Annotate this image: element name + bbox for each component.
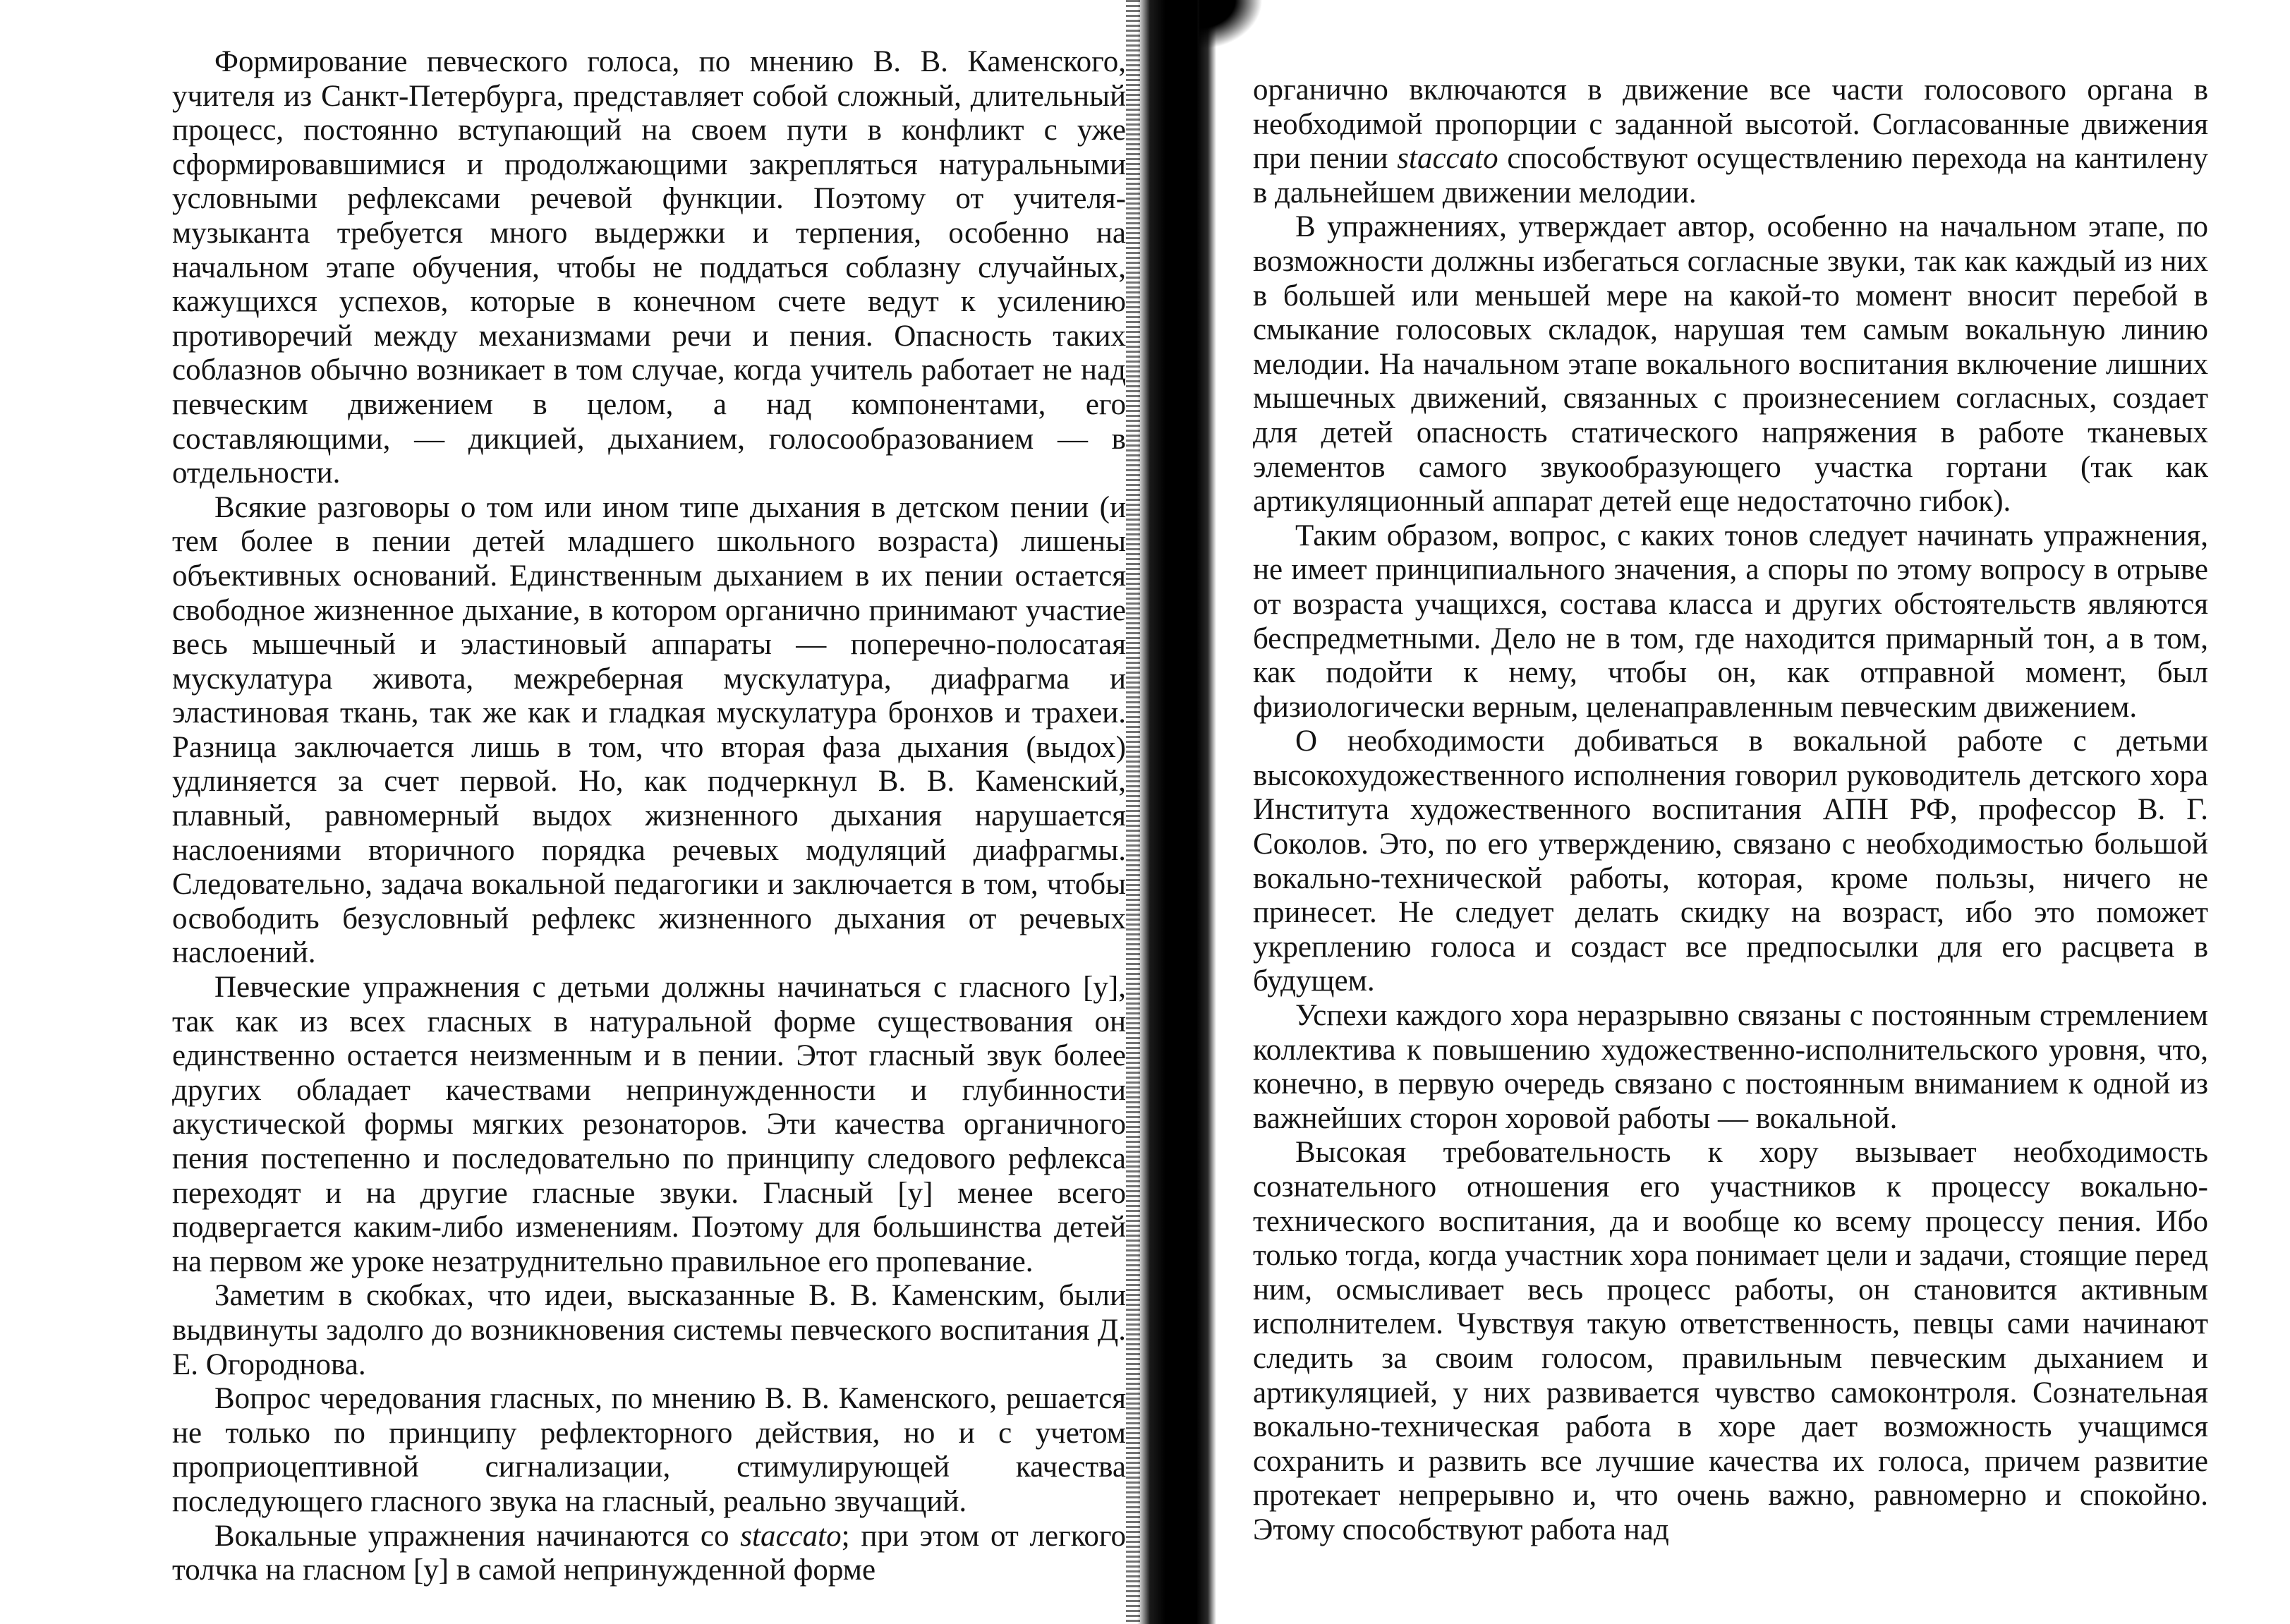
paragraph: Всякие разговоры о том или ином типе дыхания в детском пении (и тем более в пении детей младшего школьного возраста) лишены объективных оснований. Единственным дыханием в их пении остается свободное жизненное дыхание, в котором органично принимают участие весь мышечный и эластиновый аппараты — поперечно-полосатая мускулатура живота, межреберная мускулатура, диафрагма и эластиновая ткань, так же как и гладкая мускулатура бронхов и трахеи. Разница заключается лишь в том, что вторая фаза дыхания (выдох) удлиняется за счет первой. Но, как подчеркнул В. В. Каменский, плавный, равномерный выдох жизненного дыхания нарушается наслоениями вторичного порядка речевых модуляций диафрагмы. Следовательно, задача вокальной педагогики и заключается в том, чтобы освободить безусловный рефлекс жизненного дыхания от речевых наслоений. <box>172 490 1126 970</box>
paragraph: Заметим в скобках, что идеи, высказанные В. В. Каменским, были выдвинуты задолго до возникновения системы певческого воспитания Д. Е. Огороднова. <box>172 1279 1126 1381</box>
paragraph: О необходимости добиваться в вокальной работе с детьми высокохудожественного исполнения говорил руководитель детского хора Института художественного воспитания АПН РФ, профессор В. Г. Соколов. Это, по его утверждению, связано с необходимостью большой вокально-технической работы, которая, кроме пользы, ничего не принесет. Не следует делать скидку на возраст, ибо это поможет укреплению голоса и создаст все предпосылки для его расцвета в будущем. <box>1253 725 2208 998</box>
italic-term: staccato <box>1397 142 1498 176</box>
book-gutter-shadow <box>1137 0 1216 1624</box>
paragraph: Певческие упражнения с детьми должны начинаться с гласного [у], так как из всех гласных в натуральной форме существования он единственно остается неизменным и в пении. Этот гласный звук более других обладает качествами непринужденности и глубинности акустической формы мягких резонаторов. Эти качества органичного пения постепенно и последовательно по принципу следового рефлекса переходят и на другие гласные звуки. Гласный [у] менее всего подвергается каким-либо изменениям. Поэтому для большинства детей на первом же уроке незатруднительно правильное его пропевание. <box>172 971 1126 1278</box>
paragraph: Вопрос чередования гласных, по мнению В. В. Каменского, решается не только по принципу рефлекторного действия, но и с учетом проприоцептивной сигнализации, стимулирующей качества последующего гласного звука на гласный, реально звучащий. <box>172 1382 1126 1518</box>
paragraph: Высокая требовательность к хору вызывает необходимость сознательного отношения его участников к процессу вокально-технического воспитания, да и вообще ко всему процессу пения. Ибо только тогда, когда участник хора понимает цели и задачи, стоящие перед ним, осмысливает весь процесс работы, он становится активным исполнителем. Чувствуя такую ответственность, певцы сами начинают следить за своим голосом, правильным певческим дыханием и артикуляцией, у них развивается чувство самоконтроля. Сознательная вокально-техническая работа в хоре дает возможность учащимся сохранить и развить все лучшие качества их голоса, причем развитие протекает непрерывно и, что очень важно, равномерно и спокойно. Этому способствуют работа над <box>1253 1136 2208 1546</box>
paragraph: Формирование певческого голоса, по мнению В. В. Каменского, учителя из Санкт-Петербурга, представляет собой сложный, длительный процесс, постоянно вступающий на своем пути в конфликт с уже сформировавшимися и продолжающими закрепляться натуральными условными рефлексами речевой функции. Поэтому от учителя-музыканта требуется много выдержки и терпения, особенно на начальном этапе обучения, чтобы не поддаться соблазну случайных, кажущихся успехов, которые в конечном счете ведут к усилению противоречий между механизмами речи и пения. Опасность таких соблазнов обычно возникает в том случае, когда учитель работает не над певческим движением в целом, а над компонентами, его составляющими, — дикцией, дыханием, голосообразованием — в отдельности. <box>172 45 1126 490</box>
paragraph: В упражнениях, утверждает автор, особенно на начальном этапе, по возможности должны избегаться согласные звуки, так как каждый из них в большей или меньшей мере на какой-то момент вносит перебой в смыкание голосовых складок, нарушая тем самым вокальную линию мелодии. На начальном этапе вокального воспитания включение лишних мышечных движений, связанных с произнесением согласных, создает для детей опасность статического напряжения в работе тканевых элементов самого звукообразующего участка гортани (так как артикуляционный аппарат детей еще недостаточно гибок). <box>1253 210 2208 519</box>
paragraph: Успехи каждого хора неразрывно связаны с постоянным стремлением коллектива к повышению художественно-исполнительского уровня, что, конечно, в первую очередь связано с постоянным вниманием к одной из важнейших сторон хоровой работы — вокальной. <box>1253 999 2208 1135</box>
page-edge-scan-artifact <box>1126 0 1140 1624</box>
text-run: ; при этом от легкого толчка на гласном [у] в самой непринужденной форме <box>172 1519 1126 1587</box>
text-run: Вокальные упражнения начинаются со <box>214 1519 741 1553</box>
left-page-text <box>172 45 1126 1588</box>
paragraph-last <box>172 1520 1126 1588</box>
paragraph: Таким образом, вопрос, с каких тонов следует начинать упражнения, не имеет принципиального значения, а споры по этому вопросу в отрыве от возраста учащихся, состава класса и других обстоятельств являются беспредметными. Дело не в том, где находится примарный тон, а в том, как подойти к нему, чтобы он, как отправной момент, был физиологически верным, целенаправленным певческим движением. <box>1253 519 2208 724</box>
italic-term: staccato <box>740 1519 842 1553</box>
right-page-text <box>1253 73 2208 1548</box>
paragraph-continued <box>1253 73 2208 210</box>
text-run: способствуют осуществлению перехода на кантилену в дальнейшем движении мелодии. <box>1253 142 2208 210</box>
text-run: органично включаются в движение все части голосового органа в необходимой пропорции с заданной высотой. Согласованные движения при пении <box>1253 73 2208 176</box>
gutter-corner-shadow <box>1199 0 1263 49</box>
